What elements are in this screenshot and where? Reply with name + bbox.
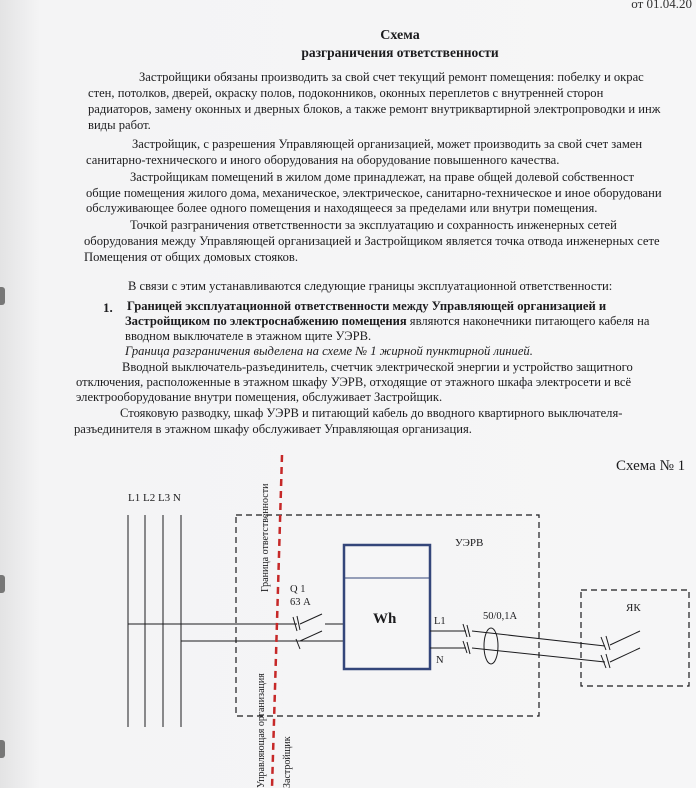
paragraph-line: Застройщик, с разрешения Управляющей организацией, может производить за свой счет замен (132, 137, 643, 151)
wiring-diagram (0, 455, 696, 788)
breaker-q1-symbol (293, 614, 322, 649)
paragraph-line: Точкой разграничения ответственности за эксплуатацию и сохранность инженерных сетей (130, 218, 617, 232)
scheme-title: Схема № 1 (616, 458, 686, 474)
boundary-label: Граница ответственности (260, 483, 271, 592)
rcd-symbol (463, 624, 498, 664)
paragraph-line: общие помещения жилого дома, механическое, электрическое, санитарно-техническое и иное оборудовани (86, 186, 662, 200)
paragraph-line: разъединителя в этажном шкафу обслуживает Управляющая организация. (74, 422, 472, 436)
paragraph-line (125, 314, 649, 328)
management-company-label: Управляющая организация (256, 673, 267, 788)
text-fragment: являются наконечники питающего кабеля на (406, 314, 650, 328)
output-n-label: N (436, 655, 444, 666)
outgoing-lines (430, 631, 605, 662)
uerv-label: УЭРВ (455, 537, 484, 549)
paragraph-line: радиаторов, замену оконных и дверных блоков, а также ремонт внутриквартирной электропроводки и инж (88, 102, 661, 116)
apartment-panel-label: ЯК (626, 602, 641, 614)
paragraph-line: вводном выключателе в этажном щите УЭРВ. (125, 329, 372, 343)
paragraph-line: обслуживающее более одного помещения и находящееся за пределами или внутри помещения. (86, 201, 598, 215)
list-number: 1. (103, 300, 113, 315)
phase-labels: L1 L2 L3 N (128, 492, 181, 504)
meter-label: Wh (373, 611, 397, 627)
paragraph-line: Граница разграничения выделена на схеме № 1 жирной пунктирной линией. (125, 344, 533, 358)
rcd-label: 50/0,1А (483, 611, 518, 622)
document-date: от 01.04.20 (631, 0, 692, 11)
paragraph-line: Вводной выключатель-разъединитель, счетчик электрической энергии и устройство защитного (122, 360, 633, 374)
paragraph-line: Стояковую разводку, шкаф УЭРВ и питающий кабель до вводного квартирного выключателя- (120, 406, 623, 420)
paragraph-line: Застройщики обязаны производить за свой счет текущий ремонт помещения: побелку и окрас (139, 70, 644, 84)
electric-meter (344, 545, 430, 669)
apartment-switch-symbol (601, 631, 640, 668)
developer-label: Застройщик (282, 736, 293, 788)
binder-clip (0, 287, 5, 305)
responsibility-boundary-line (272, 455, 282, 788)
riser-lines (128, 515, 181, 727)
paragraph-line: оборудования между Управляющей организацией и Застройщиком является точка отвода инженерных сете (84, 234, 660, 248)
paragraph-line: санитарно-технического и иного оборудования на оборудование повышенного качества. (86, 153, 560, 167)
paragraph-line: В связи с этим устанавливаются следующие границы эксплуатационной ответственности: (128, 279, 613, 293)
breaker-rating: 63 А (290, 597, 311, 608)
paragraph-line: виды работ. (88, 118, 151, 132)
bold-fragment: Застройщиком по электроснабжению помещения (125, 314, 407, 328)
paragraph-line: Границей эксплуатационной ответственности между Управляющей организацией и (127, 299, 607, 313)
output-l1-label: L1 (434, 616, 446, 627)
paragraph-line: отключения, расположенные в этажном шкафу УЭРВ, отходящие от этажного шкафа электросети и всё (76, 375, 632, 389)
paragraph-line: электрооборудование внутри помещения, обслуживает Застройщик. (76, 390, 443, 404)
paragraph-line: Застройщикам помещений в жилом доме принадлежат, на праве общей долевой собственност (130, 170, 635, 184)
paragraph-line: стен, потолков, дверей, окраску полов, подоконников, оконных переплетов с внутренней сторон (88, 86, 604, 100)
paragraph-line: Помещения от общих домовых стояков. (84, 250, 299, 264)
page-title: Схема (380, 28, 420, 43)
breaker-label: Q 1 (290, 584, 306, 595)
page-subtitle: разграничения ответственности (301, 45, 499, 60)
